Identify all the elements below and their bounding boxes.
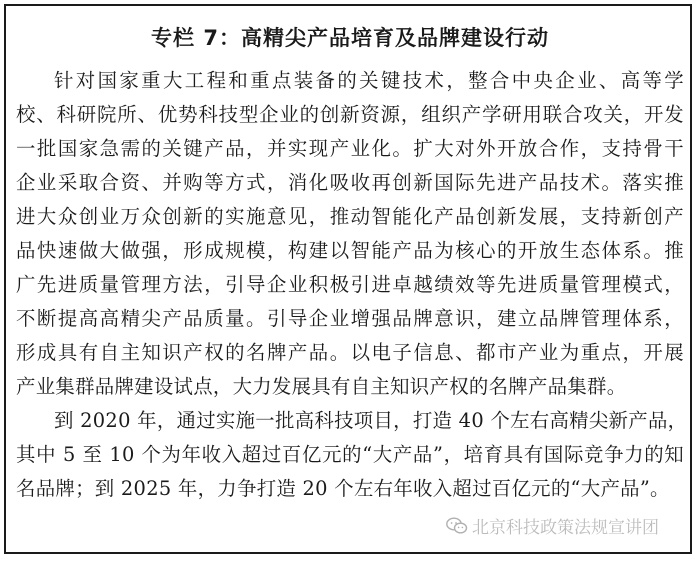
text-line: 不断提高高精尖产品质量。引导企业增强品牌意识，建立品牌管理体系， [16, 307, 684, 330]
text-line: 企业采取合资、并购等方式，消化吸收再创新国际先进产品技术。落实推 [16, 171, 684, 194]
text-line: 针对国家重大工程和重点装备的关键技术，整合中央企业、高等学 [54, 69, 684, 92]
text-line: 品快速做大做强，形成规模，构建以智能产品为核心的开放生态体系。推 [16, 239, 684, 262]
text-line: 名品牌；到 2025 年，力争打造 20 个左右年收入超过百亿元的“大产品”。 [16, 477, 670, 500]
text-line: 产业集群品牌建设试点，大力发展具有自主知识产权的名牌产品集群。 [16, 375, 627, 398]
text-line: 校、科研院所、优势科技型企业的创新资源，组织产学研用联合攻关，开发 [16, 103, 684, 126]
text-line: 到 2020 年，通过实施一批高科技项目，打造 40 个左右高精尖新产品， [54, 409, 688, 432]
text-line: 一批国家急需的关键产品，并实现产业化。扩大对外开放合作，支持骨干 [16, 137, 684, 160]
column-title: 专栏 7：高精尖产品培育及品牌建设行动 [151, 26, 549, 50]
text-line: 进大众创业万众创新的实施意见，推动智能化产品创新发展，支持新创产 [16, 205, 684, 228]
text-line: 其中 5 至 10 个为年收入超过百亿元的“大产品”，培育具有国际竞争力的知 [16, 443, 684, 466]
column-body [16, 64, 688, 506]
watermark-text: 北京科技政策法规宣讲团 [472, 518, 659, 538]
text-line: 形成具有自主知识产权的名牌产品。以电子信息、都市产业为重点，开展 [16, 341, 684, 364]
text-line: 广先进质量管理方法，引导企业积极引进卓越绩效等先进质量管理模式， [16, 273, 684, 296]
